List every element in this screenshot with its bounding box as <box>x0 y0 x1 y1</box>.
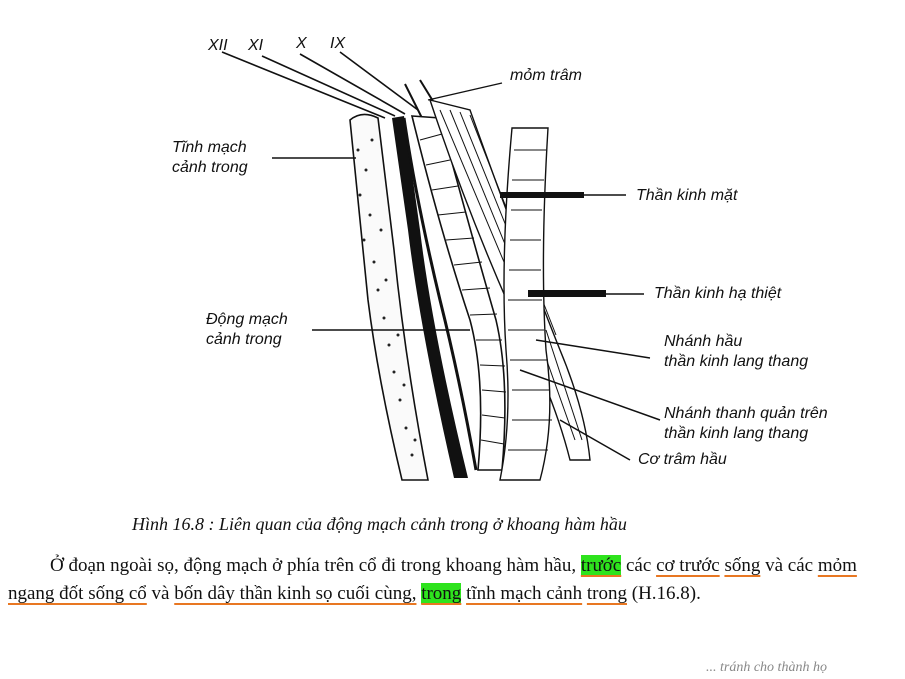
para-text-9: (H.16.8). <box>627 583 701 604</box>
nerve-label-xi: XI <box>248 37 264 54</box>
label-nhanh-hau-2: thần kinh lang thang <box>664 353 809 370</box>
nerve-leader-lines <box>222 52 418 118</box>
nerve-label-xii: XII <box>208 37 228 54</box>
label-nhanh-thanh-quan-2: thần kinh lang thang <box>664 425 809 442</box>
label-nhanh-thanh-quan-1: Nhánh thanh quản trên <box>664 405 828 422</box>
para-text-2: các <box>621 555 657 576</box>
underline-bon-day: bốn dây thần kinh sọ cuối cùng, <box>174 583 417 604</box>
pharyngeal-wall <box>500 128 550 480</box>
nerve-label-x: X <box>296 35 307 52</box>
label-mom-tram: mỏm trâm <box>510 67 582 84</box>
underline-song: sống <box>724 555 761 576</box>
para-text-5: và <box>146 583 175 604</box>
styloid-leader <box>428 83 502 100</box>
para-text-4: và các <box>760 555 818 576</box>
underline-trong2: trong <box>586 583 627 604</box>
label-than-kinh-ha-thiet: Thần kinh hạ thiệt <box>654 285 782 302</box>
jugular-vein <box>350 114 428 480</box>
facial-nerve <box>500 192 584 198</box>
label-tinh-mach-2: cảnh trong <box>172 159 248 176</box>
label-co-tram-hau: Cơ trâm hầu <box>638 451 727 468</box>
underline-tinh-mach-canh: tĩnh mạch cảnh <box>466 583 583 604</box>
label-than-kinh-mat: Thần kinh mặt <box>636 187 738 204</box>
body-paragraph <box>8 552 898 608</box>
label-nhanh-hau-1: Nhánh hầu <box>664 333 743 350</box>
para-text-1: Ở đoạn ngoài sọ, động mạch ở phía trên cổ đi trong khoang hàm hầu, <box>50 555 581 576</box>
hypoglossal-nerve <box>528 290 606 297</box>
highlight-trong: trong <box>421 583 462 604</box>
figure-caption: Hình 16.8 : Liên quan của động mạch cảnh trong ở khoang hàm hầu <box>132 514 627 534</box>
label-dong-mach-1: Động mạch <box>206 311 288 328</box>
nerve-label-ix: IX <box>330 35 346 52</box>
underline-co-truoc: cơ trước <box>656 555 720 576</box>
footer-fragment: ... tránh cho thành họ <box>706 660 827 675</box>
highlight-truoc: trước <box>580 555 622 576</box>
underline-mom-ngang: mỏm ngang đốt sống cổ <box>8 555 857 604</box>
label-tinh-mach-1: Tĩnh mạch <box>172 139 247 156</box>
label-dong-mach-2: cảnh trong <box>206 331 282 348</box>
